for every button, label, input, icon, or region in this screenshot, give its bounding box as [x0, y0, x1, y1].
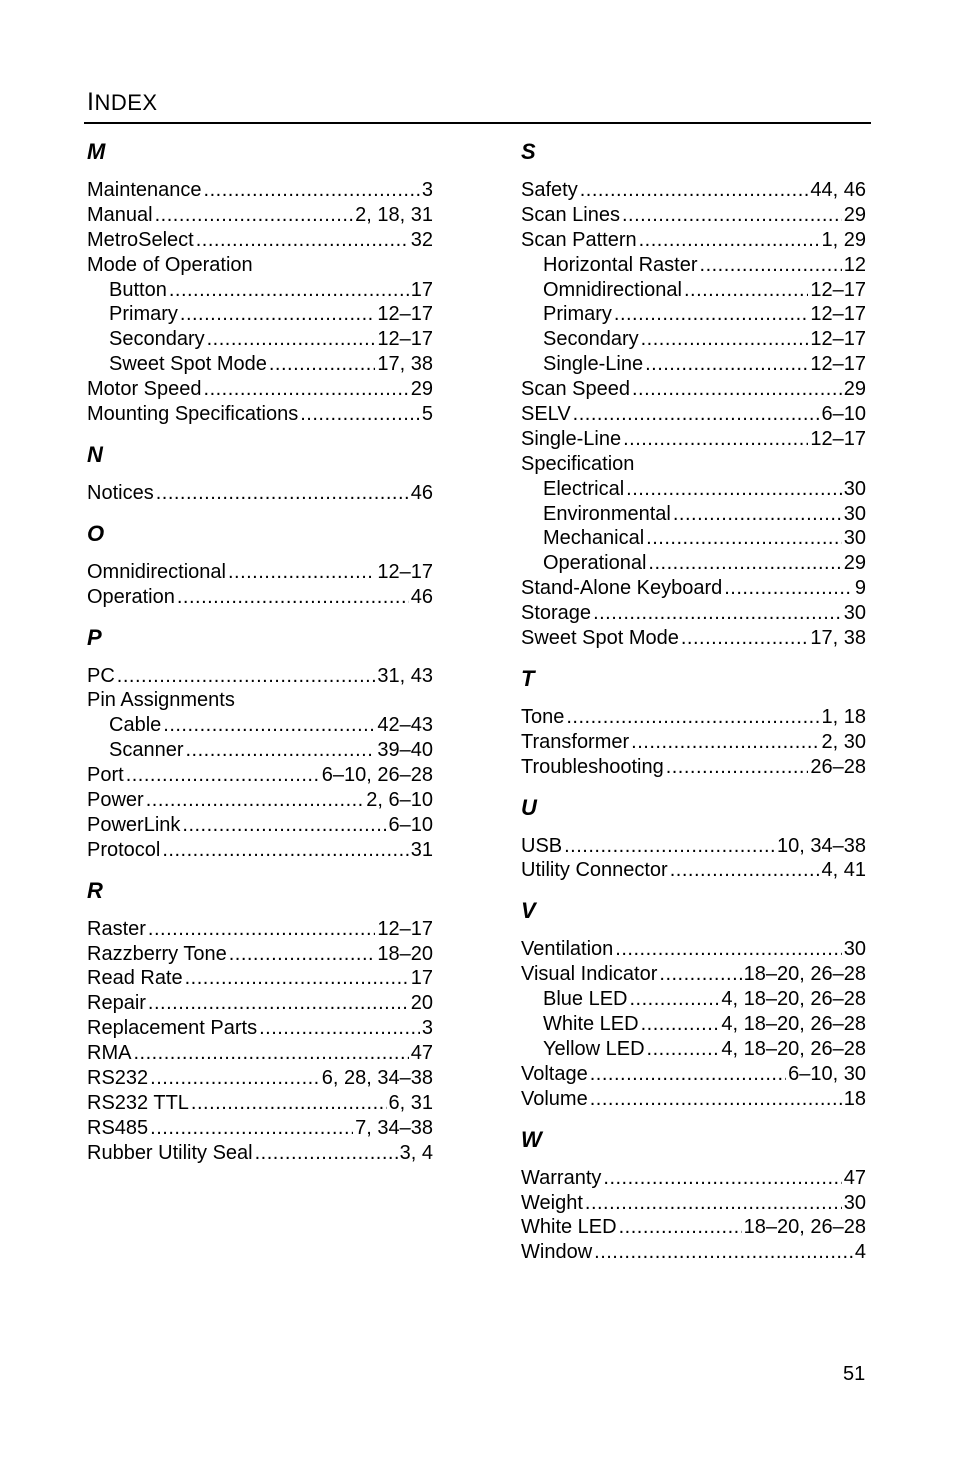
- index-section-n: [87, 441, 433, 506]
- index-term: RS232 TTL: [87, 1091, 189, 1114]
- index-pages: 29: [843, 552, 866, 575]
- index-subentry: [87, 738, 433, 763]
- index-pages: 6–10: [821, 403, 866, 426]
- dot-leader: [169, 278, 409, 303]
- dot-leader: [594, 1240, 853, 1265]
- index-pages: 5: [421, 403, 433, 426]
- index-entry: [521, 452, 866, 477]
- index-pages: 9: [854, 577, 866, 600]
- index-pages: 30: [843, 938, 866, 961]
- index-entry: [87, 560, 433, 585]
- section-letter: P: [87, 624, 102, 650]
- index-pages: 20: [410, 992, 433, 1015]
- index-term: Maintenance: [87, 179, 202, 201]
- index-entry: [87, 377, 433, 402]
- index-term: White LED: [521, 1216, 617, 1239]
- index-pages: 30: [843, 477, 866, 500]
- index-term: Horizontal Raster: [543, 253, 698, 276]
- index-pages: 30: [843, 502, 866, 525]
- index-pages: 17: [410, 278, 433, 301]
- index-term: Utility Connector: [521, 859, 668, 882]
- index-term: Ventilation: [521, 938, 614, 961]
- index-column-left: [87, 138, 433, 1180]
- dot-leader: [622, 203, 842, 228]
- index-entry: [521, 858, 866, 883]
- index-subentry: [521, 987, 866, 1012]
- index-entry: [87, 178, 433, 203]
- index-entry: [87, 813, 433, 838]
- index-term: Mode of Operation: [87, 253, 253, 276]
- index-term: RMA: [87, 1042, 132, 1065]
- index-term: Volume: [521, 1087, 588, 1110]
- index-entry: [87, 991, 433, 1016]
- header-rule: [84, 122, 871, 124]
- dot-leader: [259, 1016, 420, 1041]
- index-term: Sweet Spot Mode: [109, 353, 267, 376]
- index-term: Power: [87, 789, 144, 812]
- dot-leader: [269, 352, 376, 377]
- dot-leader: [593, 601, 842, 626]
- index-entry: [521, 402, 866, 427]
- section-letter: S: [521, 139, 536, 164]
- index-pages: 2, 18, 31: [355, 203, 433, 226]
- index-entry: [87, 688, 433, 713]
- index-entry: [87, 942, 433, 967]
- index-subentry: [87, 713, 433, 738]
- index-pages: 6, 28, 34–38: [321, 1067, 433, 1090]
- index-term: Motor Speed: [87, 378, 202, 401]
- index-subentry: [521, 302, 866, 327]
- index-term: Sweet Spot Mode: [521, 627, 679, 650]
- index-pages: 39–40: [377, 739, 433, 762]
- dot-leader: [228, 560, 375, 585]
- index-term: Warranty: [521, 1166, 602, 1189]
- index-term: Secondary: [109, 328, 205, 351]
- index-entry: [87, 1141, 433, 1166]
- dot-leader: [590, 1087, 842, 1112]
- index-entry: [87, 203, 433, 228]
- dot-leader: [639, 228, 820, 253]
- index-entry: [521, 228, 866, 253]
- index-pages: 12–17: [377, 560, 433, 583]
- index-pages: 6–10, 26–28: [321, 764, 433, 787]
- section-letter: O: [87, 520, 105, 546]
- index-entry: [87, 253, 433, 278]
- index-entry: [87, 763, 433, 788]
- index-pages: 18–20: [377, 942, 433, 965]
- dot-leader: [641, 327, 809, 352]
- dot-leader: [614, 302, 808, 327]
- index-entry: [521, 1166, 866, 1191]
- dot-leader: [255, 1141, 398, 1166]
- index-term: Blue LED: [543, 988, 628, 1011]
- dot-leader: [684, 278, 808, 303]
- index-term: White LED: [543, 1013, 639, 1036]
- index-subentry: [521, 551, 866, 576]
- index-section-m: [87, 138, 433, 427]
- dot-leader: [700, 253, 842, 278]
- index-section-s: [521, 138, 866, 651]
- index-pages: 17, 38: [377, 353, 433, 376]
- index-section-v: [521, 897, 866, 1111]
- index-term: Scan Speed: [521, 378, 630, 401]
- index-term: Replacement Parts: [87, 1017, 258, 1040]
- index-entry: [521, 730, 866, 755]
- dot-leader: [626, 477, 842, 502]
- dot-leader: [566, 705, 819, 730]
- index-entry: [87, 838, 433, 863]
- index-term: Port: [87, 764, 124, 787]
- dot-leader: [155, 203, 354, 228]
- index-pages: 42–43: [377, 714, 433, 737]
- index-pages: 29: [843, 203, 866, 226]
- index-pages: 3: [421, 179, 433, 201]
- index-pages: 6–10, 30: [788, 1062, 866, 1085]
- dot-leader: [632, 377, 842, 402]
- index-pages: 12–17: [377, 303, 433, 326]
- index-subentry: [521, 502, 866, 527]
- dot-leader: [207, 327, 376, 352]
- index-term: Single-Line: [521, 427, 622, 450]
- dot-leader: [724, 576, 853, 601]
- index-pages: 29: [410, 378, 433, 401]
- dot-leader: [648, 551, 841, 576]
- index-entry: [521, 834, 866, 859]
- index-term: PC: [87, 664, 115, 687]
- dot-leader: [150, 1066, 320, 1091]
- index-pages: 12–17: [810, 427, 866, 450]
- index-pages: 31: [410, 838, 433, 861]
- index-entry: [521, 601, 866, 626]
- dot-leader: [180, 302, 375, 327]
- index-pages: 44, 46: [810, 179, 866, 201]
- index-entry: [87, 917, 433, 942]
- index-term: Specification: [521, 452, 635, 475]
- dot-leader: [670, 858, 820, 883]
- page-title: [87, 88, 158, 117]
- index-section-o: [87, 520, 433, 610]
- dot-leader: [580, 178, 809, 203]
- section-letter: M: [87, 139, 106, 164]
- section-letter: W: [521, 1126, 542, 1152]
- page-number: 51: [843, 1363, 866, 1385]
- index-pages: 1, 18: [821, 705, 866, 728]
- dot-leader: [191, 1091, 387, 1116]
- dot-leader: [641, 1012, 720, 1037]
- section-letter: N: [87, 441, 103, 467]
- index-entry: [521, 962, 866, 987]
- dot-leader: [300, 402, 420, 427]
- index-term: Scan Pattern: [521, 228, 637, 251]
- index-term: Pin Assignments: [87, 689, 235, 712]
- index-subentry: [521, 352, 866, 377]
- index-subentry: [521, 327, 866, 352]
- index-pages: 32: [410, 228, 433, 251]
- index-entry: [521, 203, 866, 228]
- index-term: Transformer: [521, 730, 630, 753]
- index-term: Razzberry Tone: [87, 942, 227, 965]
- index-entry: [521, 1240, 866, 1265]
- index-term: Cable: [109, 714, 162, 737]
- index-pages: 12–17: [377, 917, 433, 940]
- index-term: Read Rate: [87, 967, 183, 990]
- index-entry: [87, 664, 433, 689]
- index-entry: [87, 228, 433, 253]
- index-term: Tone: [521, 705, 565, 728]
- index-pages: 12–17: [377, 328, 433, 351]
- index-section-p: [87, 624, 433, 863]
- index-term: Secondary: [543, 328, 639, 351]
- page-title-initial: I: [87, 88, 95, 116]
- dot-leader: [673, 502, 842, 527]
- index-pages: 12–17: [810, 278, 866, 301]
- dot-leader: [573, 402, 820, 427]
- index-entry: [87, 966, 433, 991]
- index-entry: [87, 481, 433, 506]
- dot-leader: [615, 937, 841, 962]
- dot-leader: [619, 1215, 742, 1240]
- index-subentry: [521, 253, 866, 278]
- index-pages: 18–20, 26–28: [743, 1216, 866, 1239]
- index-pages: 7, 34–38: [355, 1116, 433, 1139]
- index-entry: [521, 1062, 866, 1087]
- index-pages: 10, 34–38: [777, 834, 866, 857]
- index-pages: 12–17: [810, 353, 866, 376]
- index-entry: [87, 402, 433, 427]
- index-term: Single-Line: [543, 353, 644, 376]
- index-pages: 47: [410, 1042, 433, 1065]
- index-term: Protocol: [87, 838, 161, 861]
- index-pages: 18: [843, 1087, 866, 1110]
- dot-leader: [150, 1116, 353, 1141]
- index-subentry: [521, 526, 866, 551]
- index-pages: 12–17: [810, 303, 866, 326]
- index-pages: 6–10: [388, 813, 433, 836]
- index-section-t: [521, 665, 866, 780]
- index-entry: [87, 585, 433, 610]
- dot-leader: [163, 713, 375, 738]
- index-entry: [87, 1091, 433, 1116]
- dot-leader: [630, 987, 720, 1012]
- dot-leader: [162, 838, 408, 863]
- dot-leader: [603, 1166, 841, 1191]
- index-term: Scan Lines: [521, 203, 620, 226]
- index-term: Troubleshooting: [521, 755, 664, 778]
- index-section-w: [521, 1126, 866, 1266]
- dot-leader: [156, 481, 409, 506]
- index-column-right: [521, 138, 866, 1279]
- dot-leader: [646, 526, 842, 551]
- dot-leader: [185, 966, 409, 991]
- index-subentry: [87, 327, 433, 352]
- index-pages: 30: [843, 527, 866, 550]
- index-term: Environmental: [543, 502, 671, 525]
- index-entry: [521, 178, 866, 203]
- section-letter: T: [521, 665, 535, 691]
- dot-leader: [585, 1191, 842, 1216]
- index-pages: 46: [410, 585, 433, 608]
- index-term: Operation: [87, 585, 175, 608]
- index-pages: 4, 18–20, 26–28: [721, 988, 866, 1011]
- index-entry: [521, 377, 866, 402]
- dot-leader: [666, 755, 809, 780]
- index-term: RS485: [87, 1116, 149, 1139]
- dot-leader: [186, 738, 376, 763]
- dot-leader: [564, 834, 775, 859]
- index-entry: [521, 1215, 866, 1240]
- index-subentry: [87, 278, 433, 303]
- index-entry: [87, 1016, 433, 1041]
- index-pages: 2, 30: [821, 730, 866, 753]
- dot-leader: [659, 962, 741, 987]
- index-pages: 2, 6–10: [366, 789, 433, 812]
- index-term: RS232: [87, 1067, 149, 1090]
- index-entry: [87, 1041, 433, 1066]
- index-subentry: [87, 352, 433, 377]
- section-letter: U: [521, 794, 537, 820]
- index-entry: [521, 1191, 866, 1216]
- index-pages: 12–17: [810, 328, 866, 351]
- dot-leader: [204, 377, 409, 402]
- index-pages: 18–20, 26–28: [743, 963, 866, 986]
- section-letter: V: [521, 898, 536, 924]
- dot-leader: [148, 917, 375, 942]
- index-subentry: [521, 477, 866, 502]
- index-pages: 17: [410, 967, 433, 990]
- index-term: USB: [521, 834, 563, 857]
- dot-leader: [133, 1041, 408, 1066]
- index-term: Electrical: [543, 477, 625, 500]
- index-subentry: [521, 1037, 866, 1062]
- dot-leader: [148, 991, 409, 1016]
- index-pages: 4, 18–20, 26–28: [721, 1037, 866, 1060]
- index-term: Manual: [87, 203, 153, 226]
- index-term: PowerLink: [87, 813, 181, 836]
- index-pages: 1, 29: [821, 228, 866, 251]
- index-term: Visual Indicator: [521, 963, 658, 986]
- index-term: Primary: [109, 303, 178, 326]
- index-subentry: [87, 302, 433, 327]
- dot-leader: [204, 178, 420, 203]
- index-term: Rubber Utility Seal: [87, 1141, 253, 1164]
- dot-leader: [196, 228, 409, 253]
- index-term: Yellow LED: [543, 1037, 645, 1060]
- dot-leader: [146, 788, 365, 813]
- index-pages: 30: [843, 602, 866, 625]
- index-pages: 46: [410, 481, 433, 504]
- index-term: Window: [521, 1241, 593, 1264]
- index-term: Stand-Alone Keyboard: [521, 577, 723, 600]
- dot-leader: [590, 1062, 786, 1087]
- index-entry: [521, 755, 866, 780]
- index-term: Notices: [87, 481, 154, 504]
- index-term: MetroSelect: [87, 228, 194, 251]
- section-letter: R: [87, 877, 103, 903]
- index-pages: 31, 43: [377, 664, 433, 687]
- dot-leader: [177, 585, 409, 610]
- dot-leader: [681, 626, 809, 651]
- index-term: Mounting Specifications: [87, 403, 299, 426]
- index-term: Omnidirectional: [543, 278, 682, 301]
- index-pages: 47: [843, 1166, 866, 1189]
- index-pages: 17, 38: [810, 627, 866, 650]
- index-term: Repair: [87, 992, 146, 1015]
- index-pages: 26–28: [810, 755, 866, 778]
- index-section-r: [87, 877, 433, 1166]
- index-term: Operational: [543, 552, 647, 575]
- index-term: Primary: [543, 303, 612, 326]
- index-pages: 30: [843, 1191, 866, 1214]
- dot-leader: [623, 427, 808, 452]
- index-term: Raster: [87, 917, 146, 940]
- dot-leader: [126, 763, 320, 788]
- index-term: Weight: [521, 1191, 583, 1214]
- index-subentry: [521, 1012, 866, 1037]
- index-subentry: [521, 278, 866, 303]
- index-term: SELV: [521, 403, 571, 426]
- dot-leader: [631, 730, 819, 755]
- index-section-u: [521, 794, 866, 884]
- dot-leader: [229, 942, 376, 967]
- index-term: Mechanical: [543, 527, 645, 550]
- index-term: Voltage: [521, 1062, 588, 1085]
- index-entry: [87, 788, 433, 813]
- dot-leader: [182, 813, 386, 838]
- index-pages: 6, 31: [388, 1091, 433, 1114]
- index-term: Storage: [521, 602, 592, 625]
- index-pages: 4, 41: [821, 859, 866, 882]
- index-entry: [87, 1116, 433, 1141]
- index-pages: 3, 4: [399, 1141, 433, 1164]
- dot-leader: [647, 1037, 720, 1062]
- index-entry: [521, 937, 866, 962]
- index-term: Scanner: [109, 739, 184, 762]
- index-term: Omnidirectional: [87, 560, 226, 583]
- page-title-rest: NDEX: [94, 90, 158, 115]
- index-entry: [521, 705, 866, 730]
- index-term: Safety: [521, 179, 578, 201]
- index-pages: 12: [843, 253, 866, 276]
- index-pages: 4: [854, 1241, 866, 1264]
- index-entry: [87, 1066, 433, 1091]
- dot-leader: [645, 352, 808, 377]
- index-entry: [521, 626, 866, 651]
- index-pages: 3: [421, 1017, 433, 1040]
- index-term: Button: [109, 278, 167, 301]
- index-entry: [521, 427, 866, 452]
- index-entry: [521, 1087, 866, 1112]
- dot-leader: [117, 664, 376, 689]
- index-entry: [521, 576, 866, 601]
- index-pages: 29: [843, 378, 866, 401]
- index-pages: 4, 18–20, 26–28: [721, 1013, 866, 1036]
